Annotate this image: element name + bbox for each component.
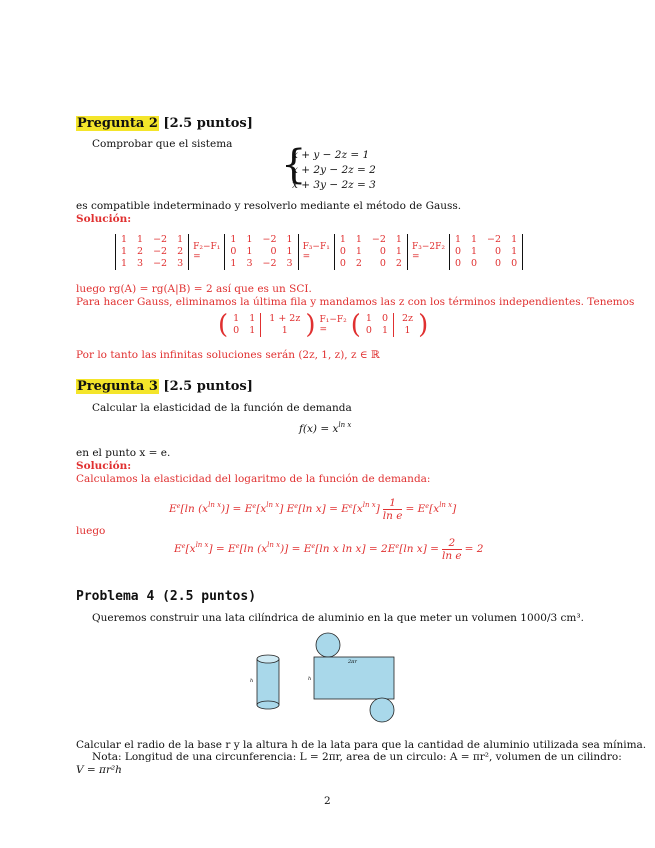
matrix-cell: 1 [177, 234, 184, 245]
aug-cell: 0 [233, 325, 240, 336]
top-circle [316, 633, 340, 657]
matrix-cell: 1 [511, 246, 518, 257]
matrix-cell: 3 [246, 258, 253, 269]
q3-formula: $f(x) = x^{ln x}$ [299, 421, 352, 435]
system-eq-1: x + y − 2z = 1 [292, 149, 370, 161]
matrix-cell: 1 [395, 234, 402, 245]
aug-row [228, 313, 305, 325]
aug-cell: 1 [249, 325, 256, 336]
rect-2pr-label: 2πr [348, 659, 357, 665]
matrix-cell: 1 [511, 234, 518, 245]
matrix-cell: 0 [339, 258, 346, 269]
p4-note2: V = πr²h [76, 764, 122, 776]
matrix-cell: 1 [454, 234, 461, 245]
q3-intro: Calcular la elasticidad de la función de demanda [92, 402, 352, 414]
matrix-cell: 0 [379, 246, 386, 257]
q3-point: en el punto x = e. [76, 447, 171, 459]
matrix-row [334, 234, 407, 246]
aug-op: F₁−F₂ = [319, 315, 347, 335]
matrix-row [116, 258, 189, 270]
matrix-cell: 1 [355, 234, 362, 245]
matrix-cell: 0 [454, 246, 461, 257]
cylinder-drawing [257, 655, 279, 709]
matrix-cell: −2 [153, 246, 168, 257]
matrix-cell: 1 [246, 234, 253, 245]
paren-left-1: ( [218, 310, 229, 340]
matrix-row [116, 246, 189, 258]
matrix-cell: −2 [262, 258, 277, 269]
q3-label: Pregunta 3 [77, 379, 158, 394]
aug-cell: 1 + 2z [261, 313, 306, 325]
matrix-1 [115, 234, 189, 270]
matrix-row [449, 246, 522, 258]
aug-matrix-1 [228, 313, 305, 337]
aug-cell: 1 [365, 313, 372, 324]
system-brace: { [281, 142, 307, 188]
p4-note1: Nota: Longitud de una circunferencia: L = 2πr, area de un circulo: A = πr², volumen de un cilindro: [92, 751, 622, 763]
matrix-row [449, 258, 522, 270]
matrix-cell: 0 [230, 246, 237, 257]
paren-right-1: ) [305, 310, 316, 340]
matrix-cell: 0 [471, 258, 478, 269]
matrix-cell: 2 [177, 246, 184, 257]
matrix-cell: −2 [153, 234, 168, 245]
aug-cell: 1 [381, 325, 388, 336]
matrix-cell: 1 [339, 234, 346, 245]
p4-task: Calcular el radio de la base r y la altura h de la lata para que la cantidad de aluminio utilizada sea mínima. [76, 739, 647, 751]
matrix-cell: 0 [495, 258, 502, 269]
matrix-cell: 3 [177, 258, 184, 269]
rect-h-label: h [308, 676, 312, 682]
q2-solution-label: Solución: [76, 213, 132, 225]
system-eq-3: x + 3y − 2z = 3 [292, 179, 376, 191]
aug-row [361, 313, 418, 325]
aug-cell: 1 [249, 313, 256, 324]
q3-eq2: E e [x ln x ] = E e [ln (x ln x )] = E e [ln x ln x] = 2E e [ln x] = $\frac{2}{\text{ln e}}$ = 2 [174, 537, 484, 562]
q2-intro: Comprobar que el sistema [92, 138, 233, 150]
q3-solution-label: Solución: [76, 460, 132, 472]
system-eq-2: x + 2y − 2z = 2 [292, 164, 376, 176]
paren-left-2: ( [350, 310, 361, 340]
matrix-cell: 1 [286, 234, 293, 245]
matrix-cell: 2 [395, 258, 402, 269]
matrix-row [225, 234, 298, 246]
matrix-cell: 2 [137, 246, 144, 257]
q2-label: Pregunta 2 [77, 116, 158, 131]
q3-points: [2.5 puntos] [163, 379, 253, 394]
op-3: F₃−2F₂ = [411, 242, 445, 262]
q3-heading [76, 379, 253, 394]
matrix-cell: 1 [471, 234, 478, 245]
matrix-cell: 3 [286, 258, 293, 269]
matrix-cell: 0 [454, 258, 461, 269]
matrix-cell: 2 [355, 258, 362, 269]
aug-row [361, 325, 418, 337]
matrix-cell: 1 [121, 258, 128, 269]
matrix-row [334, 258, 407, 270]
cylinder-h-label: h [250, 678, 254, 684]
matrix-cell: 1 [121, 234, 128, 245]
matrix-cell: −2 [487, 234, 502, 245]
p4-figure [247, 632, 407, 724]
q3-luego: luego [76, 525, 106, 537]
matrix-cell: 1 [137, 234, 144, 245]
q2-rank-line: luego rg(A) = rg(A|B) = 2 así que es un SCI. [76, 283, 312, 295]
matrix-cell: 3 [137, 258, 144, 269]
matrix-row [116, 234, 189, 246]
q2-points: [2.5 puntos] [163, 116, 253, 131]
aug-cell: 1 [394, 325, 419, 337]
matrix-cell: 1 [230, 258, 237, 269]
matrix-row [225, 258, 298, 270]
q2-determinant-chain [115, 234, 523, 270]
aug-matrix-2 [361, 313, 418, 337]
bottom-circle [370, 698, 394, 722]
matrix-2 [224, 234, 298, 270]
aug-cell: 0 [365, 325, 372, 336]
q2-gauss-line: Para hacer Gauss, eliminamos la última fila y mandamos las z con los términos independientes. Tenemos [76, 296, 635, 308]
matrix-cell: 1 [355, 246, 362, 257]
matrix-cell: 1 [286, 246, 293, 257]
matrix-cell: −2 [153, 258, 168, 269]
op-1: F₂−F₁ = [193, 242, 221, 262]
matrix-cell: 0 [379, 258, 386, 269]
op-2: F₃−F₁ = [302, 242, 330, 262]
matrix-cell: −2 [262, 234, 277, 245]
matrix-row [334, 246, 407, 258]
p4-intro: Queremos construir una lata cilíndrica de aluminio en la que meter un volumen 1000/3 cm³. [92, 612, 584, 624]
q3-eq1: E e [ln (x ln x )] = E e [x ln x ] E e [ln x] = E e [x ln x ] $\frac{1}{\text{ln e}}$ = E e [x ln x ] [169, 497, 457, 522]
matrix-cell: 1 [230, 234, 237, 245]
matrix-cell: 1 [395, 246, 402, 257]
q2-task: es compatible indeterminado y resolverlo mediante el método de Gauss. [76, 200, 462, 212]
matrix-cell: 0 [339, 246, 346, 257]
matrix-cell: 0 [511, 258, 518, 269]
paren-right-2: ) [418, 310, 429, 340]
q2-heading [76, 116, 253, 131]
q3-line1: Calculamos la elasticidad del logaritmo de la función de demanda: [76, 473, 431, 485]
matrix-3 [334, 234, 408, 270]
matrix-cell: 1 [471, 246, 478, 257]
aug-cell: 1 [261, 325, 306, 337]
q2-conclusion: Por lo tanto las infinitas soluciones serán (2z, 1, z), z ∈ ℝ [76, 349, 380, 361]
matrix-4 [449, 234, 523, 270]
p4-heading [76, 589, 256, 604]
matrix-cell: 1 [246, 246, 253, 257]
aug-cell: 0 [381, 313, 388, 324]
matrix-cell: 0 [270, 246, 277, 257]
p4-points: (2.5 puntos) [162, 589, 257, 604]
matrix-cell: 0 [495, 246, 502, 257]
p4-label: Problema 4 [76, 589, 155, 604]
matrix-row [449, 234, 522, 246]
q2-augmented [218, 312, 428, 338]
aug-cell: 2z [394, 313, 419, 325]
matrix-cell: 1 [121, 246, 128, 257]
aug-row [228, 325, 305, 337]
matrix-cell: −2 [371, 234, 386, 245]
matrix-row [225, 246, 298, 258]
aug-cell: 1 [233, 313, 240, 324]
page-number: 2 [324, 795, 331, 807]
